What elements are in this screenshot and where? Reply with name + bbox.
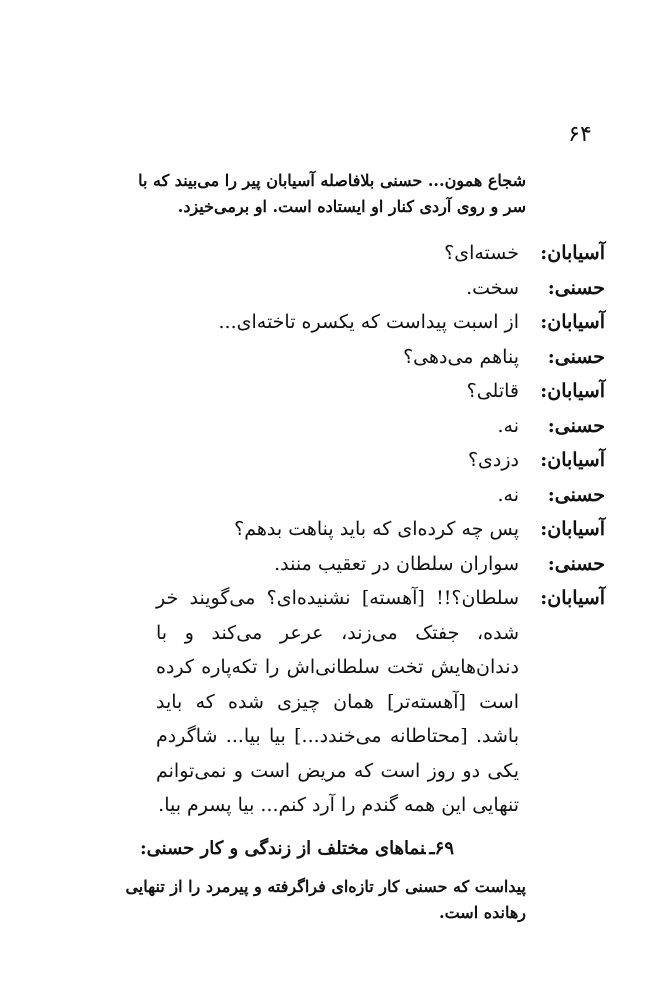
- speaker-label: حسنی:: [547, 552, 605, 575]
- dialogue-line: [60, 271, 605, 306]
- dialogue-line: [60, 374, 605, 409]
- speech-text: خسته‌ای؟: [444, 242, 519, 264]
- section-number: ۶۹ـ: [429, 838, 454, 859]
- speech-text: پناهم می‌دهی؟: [403, 345, 519, 368]
- dialogue-line: [60, 340, 605, 375]
- speaker-label: حسنی:: [547, 483, 605, 506]
- speaker-label: آسیابان:: [540, 242, 605, 264]
- speech-text: از اسبت پیداست که یکسره تاخته‌ای...: [218, 311, 519, 333]
- speaker-label: آسیابان:: [540, 449, 605, 471]
- speaker-label: حسنی:: [547, 276, 605, 299]
- speaker-label: آسیابان:: [540, 311, 605, 333]
- speech-text: سلطان؟!! [آهسته] نشنیده‌ای؟ می‌گویند خر شده، جفتک می‌زند، عرعر می‌کند و با دندان‌هایش تخت سلطانی‌اش را تکه‌پاره کرده است [آهسته‌تر] همان چیزی شده که باید باشد. [محتاطانه می‌خندد...] بیا بیا... شاگردم یکی دو روز است که مریض است و نمی‌توانم تنهایی این همه گندم را آرد کنم... بیا پسرم بیا.: [156, 587, 519, 816]
- speech-text: سخت.: [466, 276, 519, 299]
- dialogue-line: [60, 581, 605, 823]
- speech-text: نه.: [497, 414, 519, 437]
- dialogue-line: [60, 443, 605, 478]
- speaker-label: آسیابان:: [540, 587, 605, 609]
- dialogue-line: [60, 236, 605, 271]
- page-number: ۶۴: [568, 122, 592, 147]
- dialogue-line: [60, 547, 605, 582]
- speaker-label: آسیابان:: [540, 518, 605, 540]
- section-title: نماهای مختلف از زندگی و کار حسنی:: [139, 838, 426, 859]
- dialogue-line: [60, 512, 605, 547]
- speech-text: سواران سلطان در تعقیب منند.: [274, 552, 519, 575]
- speech-text: دزدی؟: [467, 449, 519, 471]
- section-description: پیداست که حسنی کار تازه‌ای فراگرفته و پیرمرد را از تنهایی رهانده است.: [125, 877, 526, 922]
- speaker-label: آسیابان:: [540, 380, 605, 402]
- speech-text: نه.: [497, 483, 519, 506]
- speaker-label: حسنی:: [547, 414, 605, 437]
- speech-text: قاتلی؟: [466, 380, 519, 402]
- dialogue-line: [60, 409, 605, 444]
- scene-description: شجاع همون... حسنی بلافاصله آسیابان پیر را می‌بیند که با سر و روی آردی کنار او ایستاده است. او برمی‌خیزد.: [138, 171, 526, 216]
- section-heading: [140, 838, 454, 859]
- speaker-label: حسنی:: [547, 345, 605, 368]
- speech-text: پس چه کرده‌ای که باید پناهت بدهم؟: [234, 518, 519, 540]
- dialogue-line: [60, 305, 605, 340]
- dialogue-line: [60, 478, 605, 513]
- dialogue-block: [60, 236, 605, 823]
